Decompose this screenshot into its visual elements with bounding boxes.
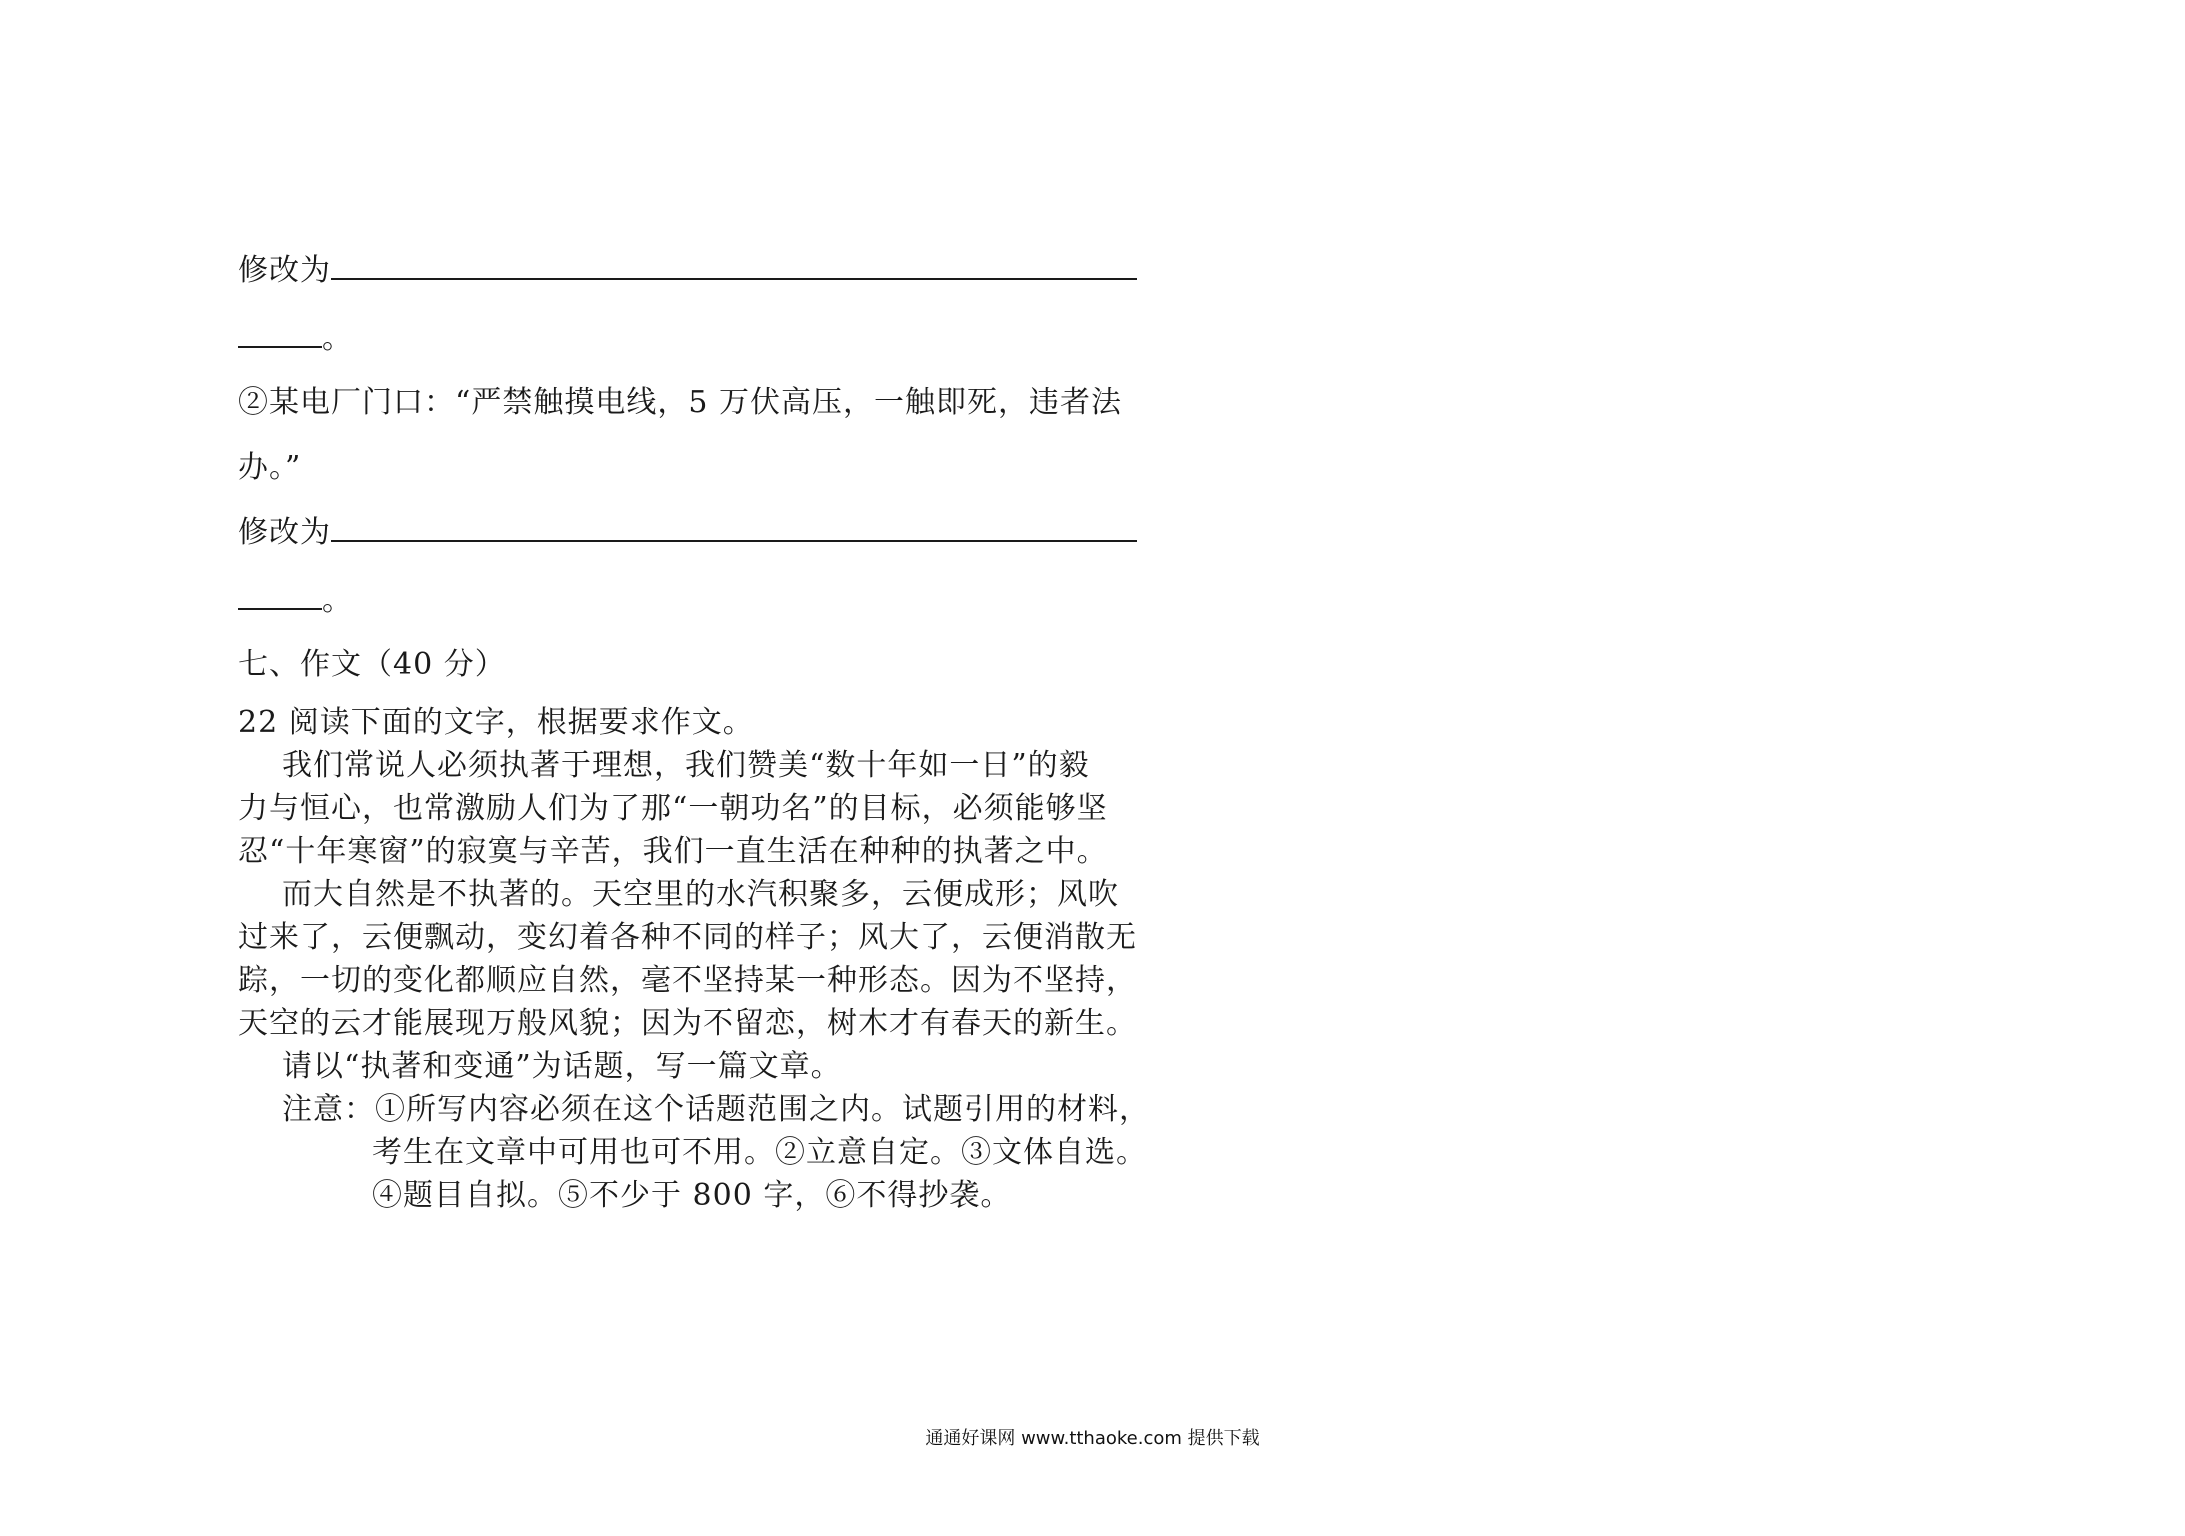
period: 。: [322, 583, 353, 618]
notes-line-1: 注意：①所写内容必须在这个话题范围之内。试题引用的材料，: [282, 1092, 1150, 1127]
revision-label: 修改为: [238, 253, 331, 288]
revision-label: 修改为: [238, 515, 331, 550]
revision-line-2-cont: [238, 582, 353, 620]
answer-blank[interactable]: [331, 514, 1137, 542]
section-heading: 七、作文（40 分）: [238, 647, 506, 682]
task-line: 请以“执著和变通”为话题，写一篇文章。: [282, 1049, 842, 1084]
page-footer: 通通好课网 www.tthaoke.com 提供下载: [925, 1428, 1260, 1449]
para2-line-3: 踪，一切的变化都顺应自然，毫不坚持某一种形态。因为不坚持，: [238, 963, 1137, 998]
revision-line-1-cont: [238, 320, 353, 358]
item-2-line-2: 办。”: [238, 450, 302, 485]
para1-line-1: 我们常说人必须执著于理想，我们赞美“数十年如一日”的毅: [282, 748, 1090, 783]
para1-line-3: 忍“十年寒窗”的寂寞与辛苦，我们一直生活在种种的执著之中。: [238, 834, 1108, 869]
period: 。: [322, 321, 353, 356]
item-2-line-1: ②某电厂门口：“严禁触摸电线，5 万伏高压，一触即死，违者法: [238, 385, 1122, 420]
answer-blank[interactable]: [238, 320, 322, 348]
revision-line-2: [238, 514, 1137, 552]
revision-line-1: [238, 252, 1137, 290]
question-22-prompt: 22 阅读下面的文字，根据要求作文。: [238, 705, 754, 740]
para2-line-2: 过来了，云便飘动，变幻着各种不同的样子；风大了，云便消散无: [238, 920, 1137, 955]
answer-blank[interactable]: [238, 582, 322, 610]
notes-line-2: 考生在文章中可用也可不用。②立意自定。③文体自选。: [372, 1135, 1147, 1170]
para2-line-4: 天空的云才能展现万般风貌；因为不留恋，树木才有春天的新生。: [238, 1006, 1137, 1041]
para1-line-2: 力与恒心，也常激励人们为了那“一朝功名”的目标，必须能够坚: [238, 791, 1108, 826]
notes-line-3: ④题目自拟。⑤不少于 800 字，⑥不得抄袭。: [372, 1178, 1012, 1213]
answer-blank[interactable]: [331, 252, 1137, 280]
para2-line-1: 而大自然是不执著的。天空里的水汽积聚多，云便成形；风吹: [282, 877, 1119, 912]
